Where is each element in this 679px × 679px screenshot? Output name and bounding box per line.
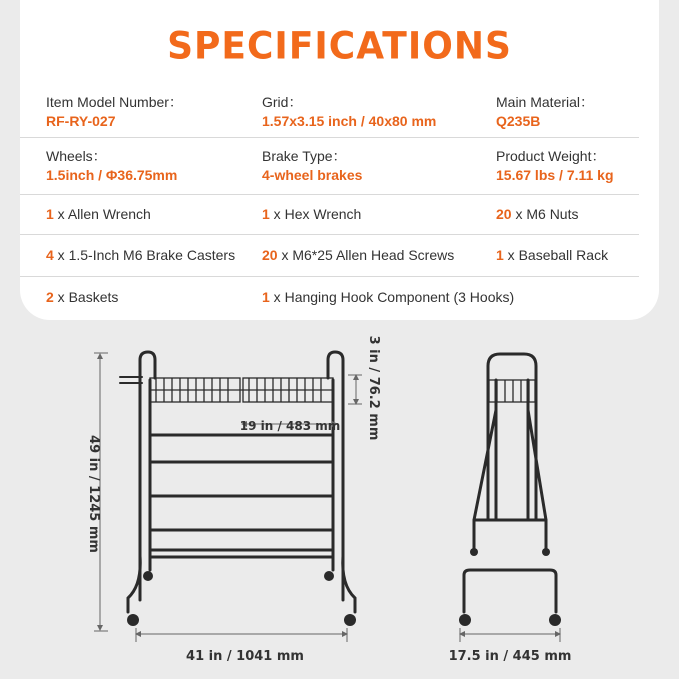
- basket-width-label: 19 in / 483 mm: [239, 419, 341, 433]
- depth-label: 17.5 in / 445 mm: [448, 649, 572, 664]
- content-name: Hanging Hook Component (3 Hooks): [284, 289, 515, 305]
- spec-value: RF-RY-027: [46, 113, 116, 129]
- spec-value: 1.57x3.15 inch / 40x80 mm: [262, 113, 437, 129]
- content-sep: x: [53, 206, 68, 222]
- content-name: M6 Nuts: [526, 206, 579, 222]
- spec-label: Grid：: [262, 94, 303, 110]
- content-qty: 2: [46, 289, 54, 305]
- spec-value: 4-wheel brakes: [262, 167, 363, 183]
- content-sep: x: [511, 206, 527, 222]
- content-sep: x: [53, 289, 69, 305]
- content-name: Baseball Rack: [518, 247, 609, 263]
- height-label: 49 in / 1245 mm: [86, 435, 101, 553]
- content-qty: 1: [262, 289, 270, 305]
- spec-value: Q235B: [496, 113, 541, 129]
- dimension-lines-side: [460, 628, 560, 642]
- rack-side-view: [464, 354, 556, 612]
- spec-label: Item Model Number：: [46, 94, 183, 110]
- content-sep: x: [269, 206, 285, 222]
- content-qty: 20: [496, 206, 512, 222]
- content-name: Allen Wrench: [67, 206, 151, 222]
- spec-label: Main Material：: [496, 94, 595, 110]
- content-sep: x: [269, 289, 285, 305]
- content-sep: x: [53, 247, 69, 263]
- spec-label: Product Weight：: [496, 148, 606, 164]
- basket-height-label: 3 in / 76.2 mm: [366, 335, 381, 441]
- caster-icon: [459, 548, 561, 626]
- content-sep: x: [277, 247, 293, 263]
- basket-front-view: [150, 378, 333, 402]
- caster-icon: [127, 571, 356, 626]
- spec-value: 1.5inch / Φ36.75mm: [46, 167, 178, 183]
- content-qty: 20: [262, 247, 278, 263]
- rack-front-view: [120, 352, 355, 612]
- content-sep: x: [503, 247, 519, 263]
- content-name: 1.5-Inch M6 Brake Casters: [68, 247, 236, 263]
- spec-label: Brake Type：: [262, 148, 347, 164]
- content-name: Hex Wrench: [284, 206, 362, 222]
- content-qty: 4: [46, 247, 54, 263]
- content-name: M6*25 Allen Head Screws: [292, 247, 455, 263]
- content-qty: 1: [46, 206, 54, 222]
- content-name: Baskets: [68, 289, 119, 305]
- spec-label: Wheels：: [46, 148, 107, 164]
- page-title: SPECIFICATIONS: [167, 24, 512, 69]
- content-qty: 1: [496, 247, 504, 263]
- width-label: 41 in / 1041 mm: [186, 649, 304, 664]
- content-qty: 1: [262, 206, 270, 222]
- spec-value: 15.67 lbs / 7.11 kg: [496, 167, 614, 183]
